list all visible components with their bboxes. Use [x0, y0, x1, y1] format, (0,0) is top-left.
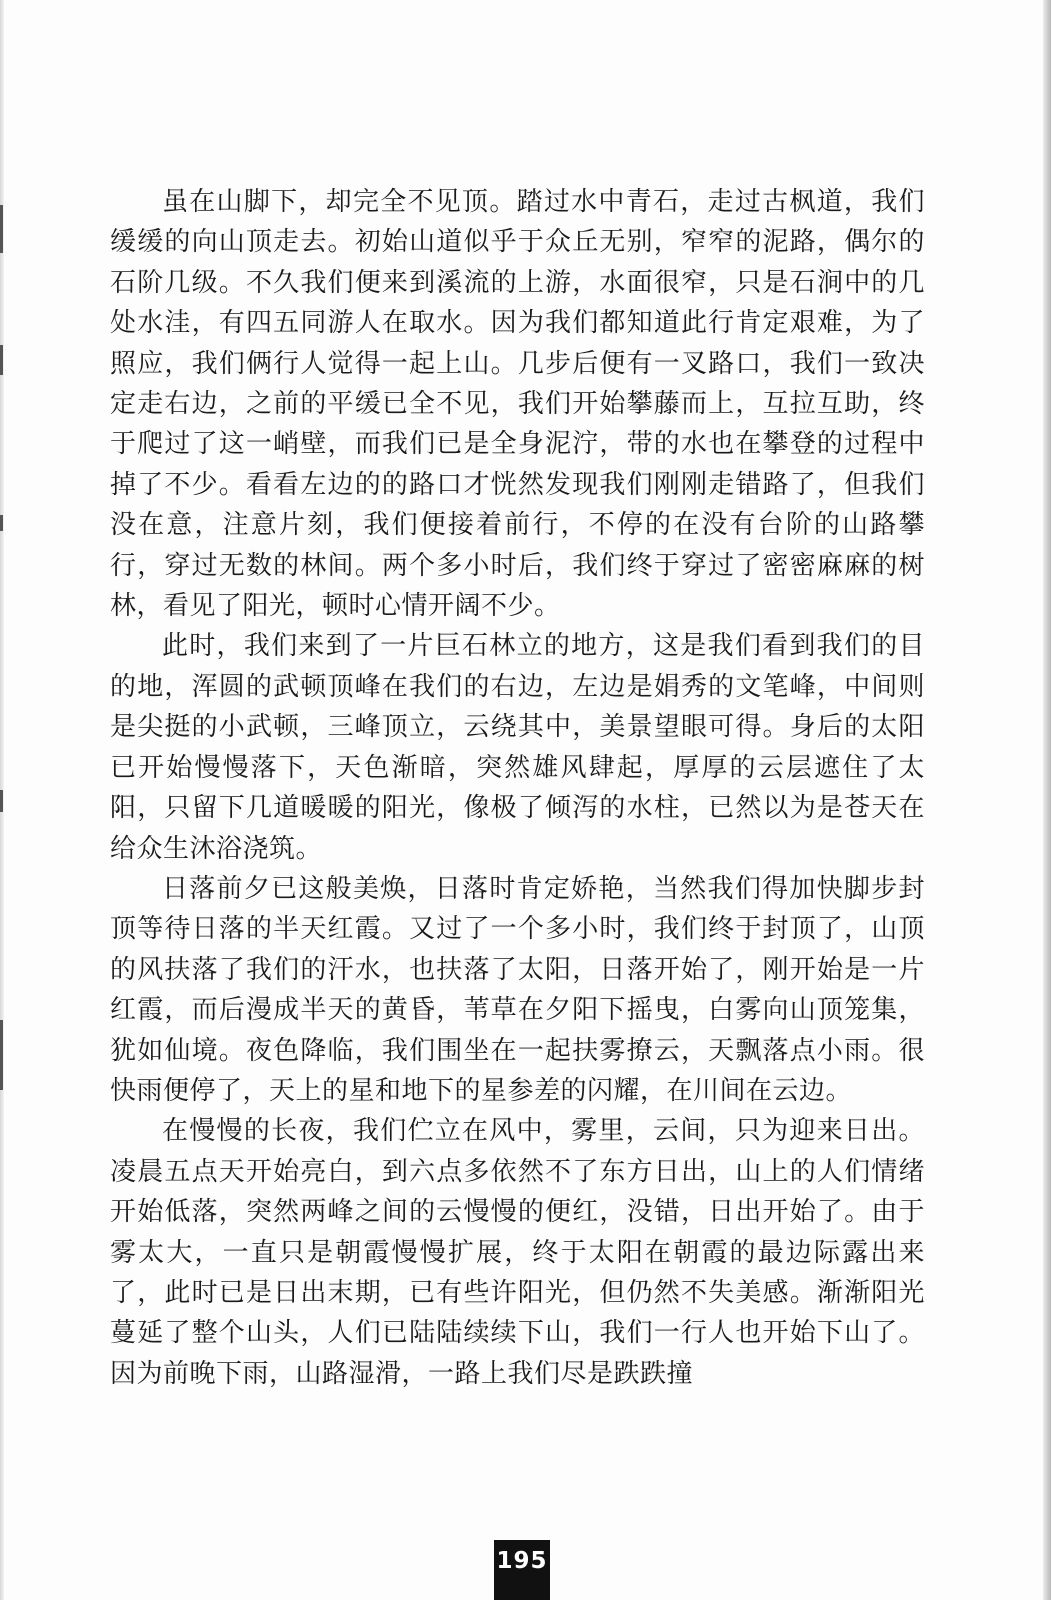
body-text — [110, 182, 925, 1394]
paragraph: 此时，我们来到了一片巨石林立的地方，这是我们看到我们的目的地，浑圆的武顿顶峰在我们的右边，左边是娟秀的文笔峰，中间则是尖挺的小武顿，三峰顶立，云绕其中，美景望眼可得。身后的太阳已开始慢慢落下，天色渐暗，突然雄风肆起，厚厚的云层遮住了太阳，只留下几道暖暖的阳光，像极了倾泻的水柱，已然以为是苍天在给众生沐浴浇筑。 — [110, 631, 925, 864]
page-number: 195 — [494, 1540, 550, 1600]
page-right-edge — [1043, 0, 1051, 1600]
paragraph: 日落前夕已这般美焕，日落时肯定娇艳，当然我们得加快脚步封顶等待日落的半天红霞。又过了一个多小时，我们终于封顶了，山顶的风扶落了我们的汗水，也扶落了太阳，日落开始了，刚开始是一片红霞，而后漫成半天的黄昏，苇草在夕阳下摇曳，白雾向山顶笼集，犹如仙境。夜色降临，我们围坐在一起扶雾撩云，天飘落点小雨。很快雨便停了，天上的星和地下的星参差的闪耀，在川间在云边。 — [110, 873, 925, 1106]
scan-mark — [0, 790, 3, 812]
scan-mark — [0, 205, 3, 253]
scan-mark — [0, 515, 3, 531]
scan-mark — [0, 345, 3, 375]
paragraph: 虽在山脚下，却完全不见顶。踏过水中青石，走过古枫道，我们缓缓的向山顶走去。初始山道似乎于众丘无别，窄窄的泥路，偶尔的石阶几级。不久我们便来到溪流的上游，水面很窄，只是石涧中的几处水洼，有四五同游人在取水。因为我们都知道此行肯定艰难，为了照应，我们俩行人觉得一起上山。几步后便有一叉路口，我们一致决定走右边，之前的平缓已全不见，我们开始攀藤而上，互拉互助，终于爬过了这一峭壁，而我们已是全身泥泞，带的水也在攀登的过程中掉了不少。看看左边的的路口才恍然发现我们刚刚走错路了，但我们没在意，注意片刻，我们便接着前行，不停的在没有台阶的山路攀行，穿过无数的林间。两个多小时后，我们终于穿过了密密麻麻的树林，看见了阳光，顿时心情开阔不少。 — [110, 187, 925, 622]
paragraph: 在慢慢的长夜，我们伫立在风中，雾里，云间，只为迎来日出。凌晨五点天开始亮白，到六点多依然不了东方日出，山上的人们情绪开始低落，突然两峰之间的云慢慢的便红，没错，日出开始了。由于雾太大，一直只是朝霞慢慢扩展，终于太阳在朝霞的最边际露出来了，此时已是日出末期，已有些许阳光，但仍然不失美感。渐渐阳光蔓延了整个山头，人们已陆陆续续下山，我们一行人也开始下山了。因为前晚下雨，山路湿滑，一路上我们尽是跌跌撞 — [110, 1116, 925, 1389]
scan-mark — [0, 1020, 3, 1090]
